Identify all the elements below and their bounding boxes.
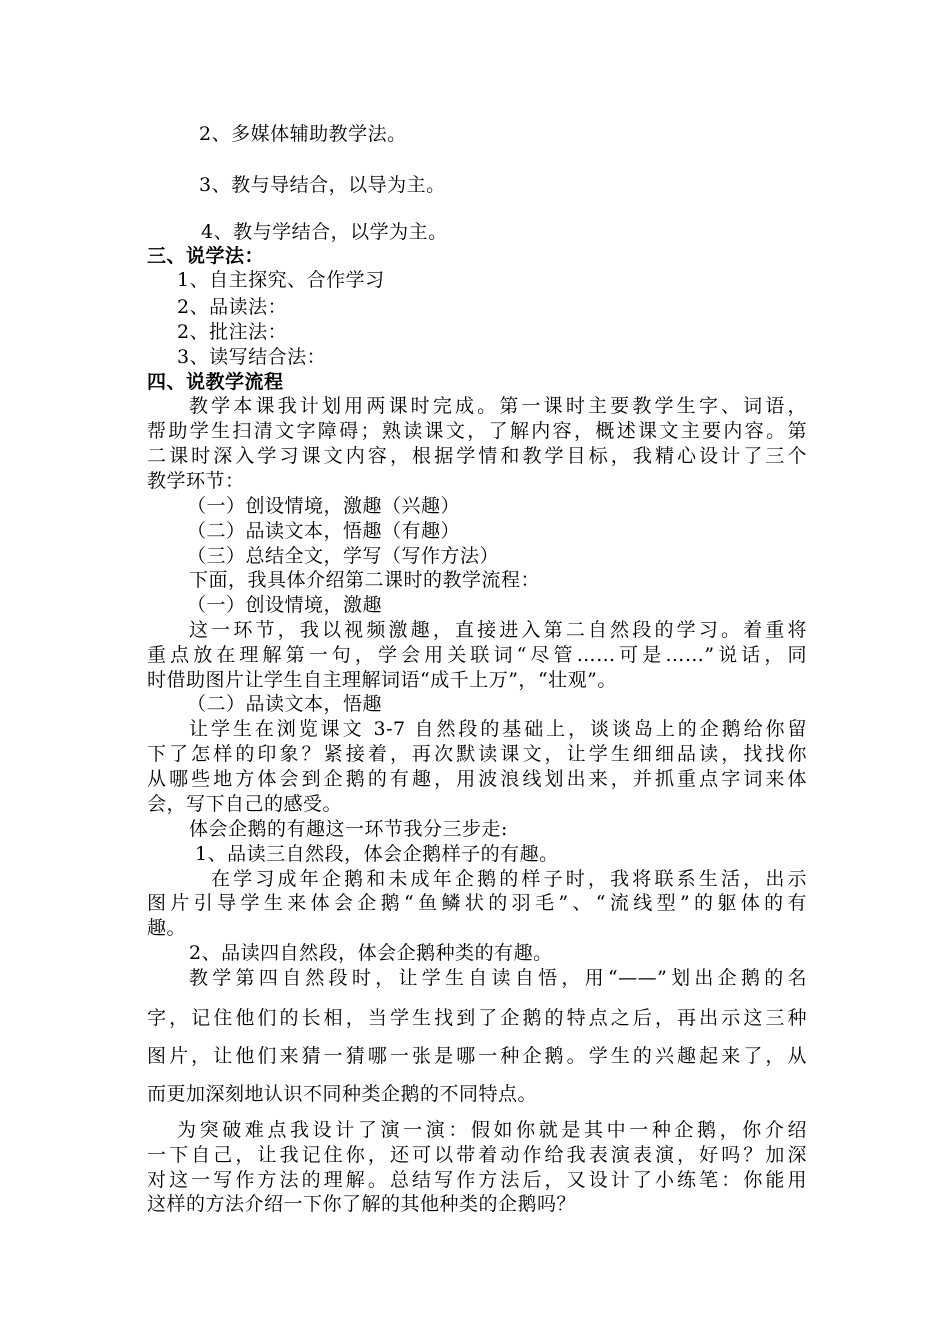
text-line: 教学第四自然段时，让学生自读自悟，用“——”划出企鹅的名 xyxy=(189,967,807,989)
text-line: 让学生在浏览课文 3-7 自然段的基础上，谈谈岛上的企鹅给你留 xyxy=(189,718,807,740)
text-line: 体会企鹅的有趣这一环节我分三步走: xyxy=(189,818,508,840)
text-line: 1、品读三自然段，体会企鹅样子的有趣。 xyxy=(195,843,559,865)
text-line: 帮助学生扫清文字障碍；熟读课文，了解内容，概述课文主要内容。第 xyxy=(147,420,807,442)
text-line: 下了怎样的印象？紧接着，再次默读课文，让学生细细品读，找找你 xyxy=(147,743,807,765)
text-line: 这样的方法介绍一下你了解的其他种类的企鹅吗？ xyxy=(147,1193,577,1215)
text-line: 4、教与学结合，以学为主。 xyxy=(201,221,448,243)
text-line: 对这一写作方法的理解。总结写作方法后，又设计了小练笔：你能用 xyxy=(147,1169,807,1191)
text-line: 2、多媒体辅助教学法。 xyxy=(199,123,407,145)
text-line: 2、品读四自然段，体会企鹅种类的有趣。 xyxy=(189,942,553,964)
text-line: 重点放在理解第一句，学会用关联词“尽管……可是……”说话，同 xyxy=(147,644,807,666)
text-line: 图片引导学生来体会企鹅“鱼鳞状的羽毛”、“流线型”的躯体的有 xyxy=(147,892,807,914)
text-line: 一下自己，让我记住你，还可以带着动作给我表演表演，好吗？加深 xyxy=(147,1144,807,1166)
text-line: 二课时深入学习课文内容，根据学情和教学目标，我精心设计了三个 xyxy=(147,445,807,467)
text-line: 会，写下自己的感受。 xyxy=(147,793,343,815)
text-line: （二）品读文本，悟趣（有趣） xyxy=(187,520,461,542)
section-heading: 三、说学法： xyxy=(147,245,265,267)
text-line: （三）总结全文，学写（写作方法） xyxy=(187,545,500,567)
text-line: 3、读写结合法： xyxy=(177,346,327,368)
text-line: 时借助图片让学生自主理解词语“成千上万”，“壮观”。 xyxy=(147,669,617,691)
text-line: 趣。 xyxy=(147,917,187,939)
text-line: 2、品读法： xyxy=(177,296,288,318)
text-line: 2、批注法： xyxy=(177,321,288,343)
text-line: 下面，我具体介绍第二课时的教学流程： xyxy=(189,569,541,591)
text-line: （二）品读文本，悟趣 xyxy=(187,693,383,715)
text-line: 图片，让他们来猜一猜哪一张是哪一种企鹅。学生的兴趣起来了，从 xyxy=(147,1045,807,1067)
text-line: 教学本课我计划用两课时完成。第一课时主要教学生字、词语， xyxy=(189,395,807,417)
text-line: 从哪些地方体会到企鹅的有趣，用波浪线划出来，并抓重点字词来体 xyxy=(147,768,807,790)
text-line: 字，记住他们的长相，当学生找到了企鹅的特点之后，再出示这三种 xyxy=(147,1007,807,1029)
text-line: 这一环节，我以视频激趣，直接进入第二自然段的学习。着重将 xyxy=(189,619,807,641)
text-line: 1、自主探究、合作学习 xyxy=(177,269,385,291)
text-line: （一）创设情境，激趣 xyxy=(187,594,383,616)
text-line: （一）创设情境，激趣（兴趣） xyxy=(187,495,461,517)
text-line: 而更加深刻地认识不同种类企鹅的不同特点。 xyxy=(147,1083,538,1105)
text-line: 为突破难点我设计了演一演：假如你就是其中一种企鹅，你介绍 xyxy=(177,1119,807,1141)
text-line: 3、教与导结合，以导为主。 xyxy=(199,174,446,196)
text-line: 在学习成年企鹅和未成年企鹅的样子时，我将联系生活，出示 xyxy=(211,868,807,890)
text-line: 教学环节： xyxy=(147,470,245,492)
section-heading: 四、说教学流程 xyxy=(147,371,284,393)
